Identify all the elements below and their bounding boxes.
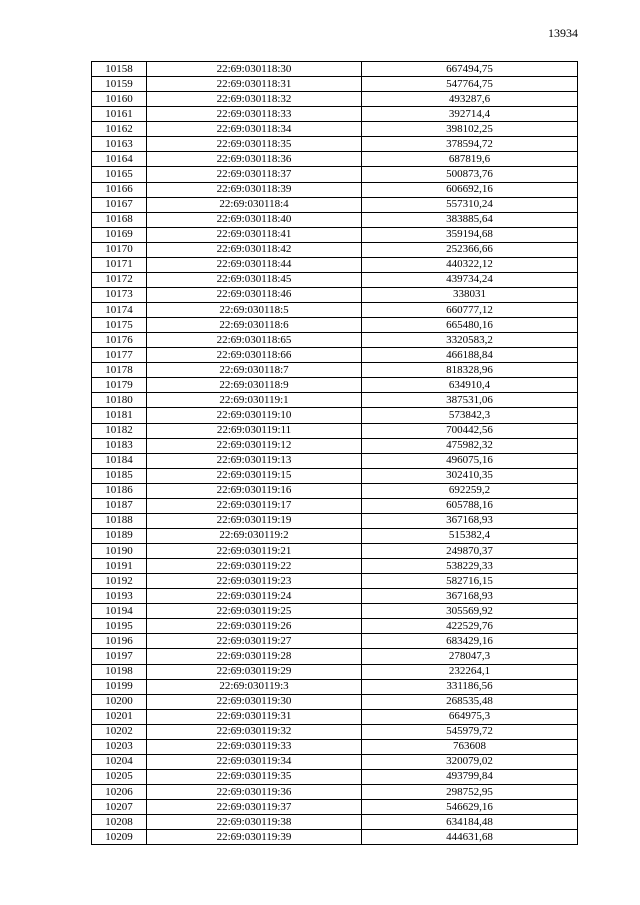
cadastral-number-cell: 22:69:030118:37 — [147, 167, 362, 182]
value-cell: 573842,3 — [362, 408, 578, 423]
value-cell: 378594,72 — [362, 137, 578, 152]
table-row — [92, 152, 578, 167]
cadastral-number-cell: 22:69:030119:2 — [147, 528, 362, 543]
cadastral-number-cell: 22:69:030119:22 — [147, 559, 362, 574]
value-cell: 605788,16 — [362, 498, 578, 513]
value-cell: 338031 — [362, 287, 578, 302]
row-number-cell: 10207 — [92, 800, 147, 815]
row-number-cell: 10200 — [92, 694, 147, 709]
cadastral-number-cell: 22:69:030119:25 — [147, 604, 362, 619]
table-row — [92, 107, 578, 122]
cadastral-number-cell: 22:69:030118:41 — [147, 227, 362, 242]
cadastral-number-cell: 22:69:030119:35 — [147, 769, 362, 784]
value-cell: 387531,06 — [362, 393, 578, 408]
table-row — [92, 62, 578, 77]
row-number-cell: 10209 — [92, 830, 147, 845]
value-cell: 538229,33 — [362, 559, 578, 574]
value-cell: 331186,56 — [362, 679, 578, 694]
table-body — [92, 62, 578, 845]
cadastral-number-cell: 22:69:030118:4 — [147, 197, 362, 212]
value-cell: 398102,25 — [362, 122, 578, 137]
table-row — [92, 589, 578, 604]
value-cell: 547764,75 — [362, 77, 578, 92]
cadastral-number-cell: 22:69:030118:46 — [147, 287, 362, 302]
cadastral-number-cell: 22:69:030119:36 — [147, 785, 362, 800]
row-number-cell: 10193 — [92, 589, 147, 604]
value-cell: 634184,48 — [362, 815, 578, 830]
value-cell: 634910,4 — [362, 378, 578, 393]
cadastral-number-cell: 22:69:030118:39 — [147, 182, 362, 197]
cadastral-number-cell: 22:69:030119:10 — [147, 408, 362, 423]
row-number-cell: 10196 — [92, 634, 147, 649]
table-row — [92, 182, 578, 197]
cadastral-number-cell: 22:69:030118:45 — [147, 272, 362, 287]
cadastral-number-cell: 22:69:030119:1 — [147, 393, 362, 408]
value-cell: 545979,72 — [362, 724, 578, 739]
row-number-cell: 10181 — [92, 408, 147, 423]
table-row — [92, 77, 578, 92]
cadastral-number-cell: 22:69:030119:27 — [147, 634, 362, 649]
cadastral-value-table — [91, 61, 578, 845]
table-row — [92, 634, 578, 649]
value-cell: 359194,68 — [362, 227, 578, 242]
row-number-cell: 10158 — [92, 62, 147, 77]
value-cell: 367168,93 — [362, 589, 578, 604]
row-number-cell: 10162 — [92, 122, 147, 137]
value-cell: 305569,92 — [362, 604, 578, 619]
cadastral-number-cell: 22:69:030119:19 — [147, 513, 362, 528]
row-number-cell: 10170 — [92, 242, 147, 257]
table-row — [92, 754, 578, 769]
value-cell: 302410,35 — [362, 468, 578, 483]
cadastral-number-cell: 22:69:030119:38 — [147, 815, 362, 830]
table-row — [92, 709, 578, 724]
cadastral-number-cell: 22:69:030119:21 — [147, 544, 362, 559]
cadastral-number-cell: 22:69:030118:36 — [147, 152, 362, 167]
row-number-cell: 10201 — [92, 709, 147, 724]
value-cell: 546629,16 — [362, 800, 578, 815]
value-cell: 500873,76 — [362, 167, 578, 182]
table-row — [92, 393, 578, 408]
table-row — [92, 227, 578, 242]
value-cell: 320079,02 — [362, 754, 578, 769]
value-cell: 660777,12 — [362, 303, 578, 318]
table-row — [92, 513, 578, 528]
value-cell: 763608 — [362, 739, 578, 754]
cadastral-number-cell: 22:69:030118:31 — [147, 77, 362, 92]
value-cell: 557310,24 — [362, 197, 578, 212]
value-cell: 268535,48 — [362, 694, 578, 709]
table-row — [92, 423, 578, 438]
row-number-cell: 10163 — [92, 137, 147, 152]
row-number-cell: 10161 — [92, 107, 147, 122]
table-row — [92, 212, 578, 227]
table-row — [92, 830, 578, 845]
value-cell: 392714,4 — [362, 107, 578, 122]
row-number-cell: 10187 — [92, 498, 147, 513]
row-number-cell: 10167 — [92, 197, 147, 212]
row-number-cell: 10172 — [92, 272, 147, 287]
value-cell: 298752,95 — [362, 785, 578, 800]
value-cell: 667494,75 — [362, 62, 578, 77]
row-number-cell: 10205 — [92, 769, 147, 784]
table-row — [92, 287, 578, 302]
cadastral-number-cell: 22:69:030118:34 — [147, 122, 362, 137]
value-cell: 3320583,2 — [362, 333, 578, 348]
cadastral-number-cell: 22:69:030119:29 — [147, 664, 362, 679]
row-number-cell: 10194 — [92, 604, 147, 619]
cadastral-number-cell: 22:69:030119:24 — [147, 589, 362, 604]
cadastral-number-cell: 22:69:030119:30 — [147, 694, 362, 709]
row-number-cell: 10165 — [92, 167, 147, 182]
row-number-cell: 10171 — [92, 257, 147, 272]
table-row — [92, 815, 578, 830]
table-row — [92, 468, 578, 483]
table-row — [92, 785, 578, 800]
table-row — [92, 664, 578, 679]
value-cell: 606692,16 — [362, 182, 578, 197]
row-number-cell: 10169 — [92, 227, 147, 242]
cadastral-number-cell: 22:69:030119:34 — [147, 754, 362, 769]
table-row — [92, 167, 578, 182]
table-row — [92, 137, 578, 152]
row-number-cell: 10192 — [92, 574, 147, 589]
row-number-cell: 10179 — [92, 378, 147, 393]
value-cell: 582716,15 — [362, 574, 578, 589]
cadastral-number-cell: 22:69:030118:33 — [147, 107, 362, 122]
table-row — [92, 559, 578, 574]
value-cell: 687819,6 — [362, 152, 578, 167]
table-row — [92, 769, 578, 784]
value-cell: 466188,84 — [362, 348, 578, 363]
table-row — [92, 303, 578, 318]
row-number-cell: 10208 — [92, 815, 147, 830]
value-cell: 700442,56 — [362, 423, 578, 438]
table-row — [92, 724, 578, 739]
row-number-cell: 10160 — [92, 92, 147, 107]
value-cell: 440322,12 — [362, 257, 578, 272]
row-number-cell: 10202 — [92, 724, 147, 739]
row-number-cell: 10173 — [92, 287, 147, 302]
row-number-cell: 10174 — [92, 303, 147, 318]
table-row — [92, 619, 578, 634]
value-cell: 515382,4 — [362, 528, 578, 543]
table-row — [92, 528, 578, 543]
table-row — [92, 694, 578, 709]
row-number-cell: 10191 — [92, 559, 147, 574]
cadastral-number-cell: 22:69:030118:40 — [147, 212, 362, 227]
row-number-cell: 10159 — [92, 77, 147, 92]
table-row — [92, 272, 578, 287]
value-cell: 665480,16 — [362, 318, 578, 333]
table-row — [92, 483, 578, 498]
table-row — [92, 649, 578, 664]
row-number-cell: 10176 — [92, 333, 147, 348]
cadastral-number-cell: 22:69:030119:17 — [147, 498, 362, 513]
row-number-cell: 10175 — [92, 318, 147, 333]
cadastral-number-cell: 22:69:030118:5 — [147, 303, 362, 318]
row-number-cell: 10185 — [92, 468, 147, 483]
row-number-cell: 10177 — [92, 348, 147, 363]
cadastral-number-cell: 22:69:030118:44 — [147, 257, 362, 272]
table-row — [92, 544, 578, 559]
row-number-cell: 10164 — [92, 152, 147, 167]
cadastral-number-cell: 22:69:030118:30 — [147, 62, 362, 77]
value-cell: 692259,2 — [362, 483, 578, 498]
table-row — [92, 378, 578, 393]
table-row — [92, 348, 578, 363]
cadastral-number-cell: 22:69:030119:28 — [147, 649, 362, 664]
cadastral-number-cell: 22:69:030119:3 — [147, 679, 362, 694]
row-number-cell: 10203 — [92, 739, 147, 754]
table-row — [92, 739, 578, 754]
cadastral-number-cell: 22:69:030118:66 — [147, 348, 362, 363]
table-row — [92, 197, 578, 212]
row-number-cell: 10188 — [92, 513, 147, 528]
cadastral-number-cell: 22:69:030119:37 — [147, 800, 362, 815]
cadastral-number-cell: 22:69:030118:32 — [147, 92, 362, 107]
table-row — [92, 92, 578, 107]
value-cell: 444631,68 — [362, 830, 578, 845]
table-row — [92, 800, 578, 815]
cadastral-number-cell: 22:69:030118:65 — [147, 333, 362, 348]
table-row — [92, 498, 578, 513]
row-number-cell: 10195 — [92, 619, 147, 634]
cadastral-number-cell: 22:69:030119:26 — [147, 619, 362, 634]
row-number-cell: 10197 — [92, 649, 147, 664]
table-row — [92, 574, 578, 589]
value-cell: 367168,93 — [362, 513, 578, 528]
value-cell: 475982,32 — [362, 438, 578, 453]
value-cell: 683429,16 — [362, 634, 578, 649]
cadastral-number-cell: 22:69:030119:23 — [147, 574, 362, 589]
table-row — [92, 453, 578, 468]
table-row — [92, 257, 578, 272]
cadastral-number-cell: 22:69:030119:13 — [147, 453, 362, 468]
cadastral-number-cell: 22:69:030118:6 — [147, 318, 362, 333]
cadastral-number-cell: 22:69:030118:7 — [147, 363, 362, 378]
value-cell: 493287,6 — [362, 92, 578, 107]
row-number-cell: 10178 — [92, 363, 147, 378]
table-row — [92, 242, 578, 257]
value-cell: 232264,1 — [362, 664, 578, 679]
row-number-cell: 10182 — [92, 423, 147, 438]
row-number-cell: 10184 — [92, 453, 147, 468]
cadastral-number-cell: 22:69:030119:11 — [147, 423, 362, 438]
value-cell: 383885,64 — [362, 212, 578, 227]
table-row — [92, 363, 578, 378]
cadastral-number-cell: 22:69:030119:15 — [147, 468, 362, 483]
cadastral-number-cell: 22:69:030118:42 — [147, 242, 362, 257]
value-cell: 493799,84 — [362, 769, 578, 784]
table-row — [92, 679, 578, 694]
cadastral-number-cell: 22:69:030119:16 — [147, 483, 362, 498]
value-cell: 439734,24 — [362, 272, 578, 287]
row-number-cell: 10198 — [92, 664, 147, 679]
row-number-cell: 10190 — [92, 544, 147, 559]
row-number-cell: 10189 — [92, 528, 147, 543]
row-number-cell: 10204 — [92, 754, 147, 769]
table-row — [92, 408, 578, 423]
cadastral-number-cell: 22:69:030118:9 — [147, 378, 362, 393]
value-cell: 249870,37 — [362, 544, 578, 559]
page-number: 13934 — [548, 26, 578, 40]
value-cell: 422529,76 — [362, 619, 578, 634]
cadastral-number-cell: 22:69:030119:31 — [147, 709, 362, 724]
value-cell: 278047,3 — [362, 649, 578, 664]
cadastral-number-cell: 22:69:030119:32 — [147, 724, 362, 739]
value-cell: 252366,66 — [362, 242, 578, 257]
value-cell: 496075,16 — [362, 453, 578, 468]
table-row — [92, 122, 578, 137]
row-number-cell: 10166 — [92, 182, 147, 197]
row-number-cell: 10180 — [92, 393, 147, 408]
row-number-cell: 10186 — [92, 483, 147, 498]
value-cell: 664975,3 — [362, 709, 578, 724]
row-number-cell: 10168 — [92, 212, 147, 227]
table-row — [92, 604, 578, 619]
row-number-cell: 10199 — [92, 679, 147, 694]
table-row — [92, 333, 578, 348]
cadastral-number-cell: 22:69:030119:12 — [147, 438, 362, 453]
cadastral-number-cell: 22:69:030119:33 — [147, 739, 362, 754]
row-number-cell: 10206 — [92, 785, 147, 800]
cadastral-number-cell: 22:69:030119:39 — [147, 830, 362, 845]
cadastral-number-cell: 22:69:030118:35 — [147, 137, 362, 152]
table-row — [92, 438, 578, 453]
value-cell: 818328,96 — [362, 363, 578, 378]
row-number-cell: 10183 — [92, 438, 147, 453]
table-row — [92, 318, 578, 333]
